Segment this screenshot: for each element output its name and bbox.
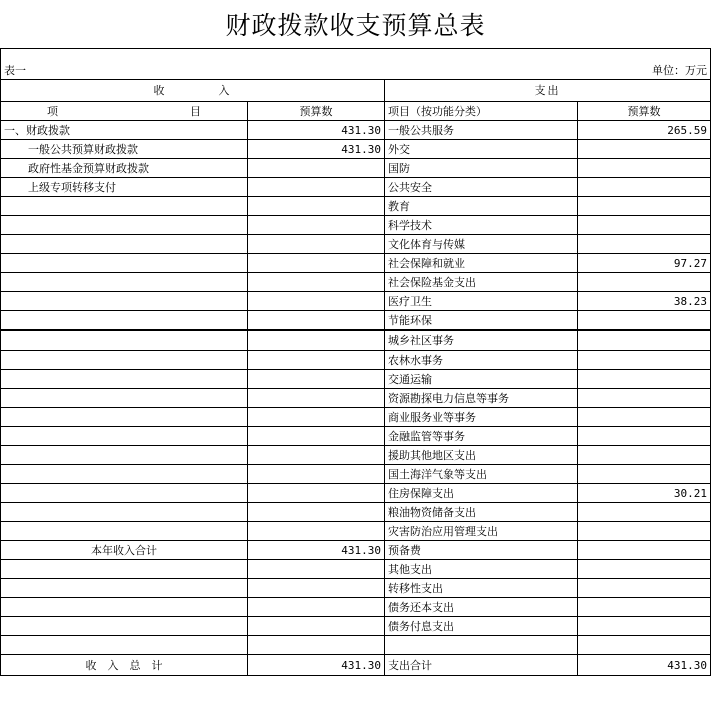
- expense-item-cell: 住房保障支出: [385, 484, 578, 503]
- income-budget-cell: [248, 408, 385, 427]
- income-item-cell: 一般公共预算财政拨款: [1, 140, 248, 159]
- expense-item-cell: 债务还本支出: [385, 598, 578, 617]
- income-budget-cell: [248, 273, 385, 292]
- income-item-cell: [1, 560, 248, 579]
- income-item-cell: [1, 522, 248, 541]
- expense-budget-cell: [578, 159, 711, 178]
- income-budget-header: 预算数: [248, 102, 385, 121]
- unit-label: 单位：万元: [248, 49, 711, 80]
- income-item-cell: [1, 235, 248, 254]
- expense-budget-cell: [578, 560, 711, 579]
- table-row: [1, 370, 711, 389]
- income-budget-cell: [248, 311, 385, 331]
- table-row: [1, 389, 711, 408]
- expense-item-cell: 援助其他地区支出: [385, 446, 578, 465]
- budget-table: [0, 49, 711, 676]
- column-header-row: [1, 102, 711, 121]
- expense-item-cell: 支出合计: [385, 655, 578, 676]
- table-row: [1, 446, 711, 465]
- income-item-cell: [1, 484, 248, 503]
- table-row: [1, 178, 711, 197]
- income-budget-cell: [248, 446, 385, 465]
- expense-budget-cell: 97.27: [578, 254, 711, 273]
- table-row: [1, 465, 711, 484]
- table-row: [1, 408, 711, 427]
- expense-item-cell: 预备费: [385, 541, 578, 560]
- expense-item-cell: 科学技术: [385, 216, 578, 235]
- expense-item-cell: 转移性支出: [385, 579, 578, 598]
- income-section-header: 收 入: [1, 80, 385, 102]
- income-item-cell: [1, 427, 248, 446]
- expense-budget-cell: [578, 427, 711, 446]
- income-budget-cell: [248, 292, 385, 311]
- income-budget-cell: [248, 484, 385, 503]
- income-budget-cell: 431.30: [248, 655, 385, 676]
- expense-item-cell: 农林水事务: [385, 351, 578, 370]
- expense-budget-cell: [578, 273, 711, 292]
- income-item-cell: [1, 292, 248, 311]
- table-row: [1, 560, 711, 579]
- table-row: [1, 254, 711, 273]
- expense-item-cell: [385, 636, 578, 655]
- income-item-cell: [1, 503, 248, 522]
- income-item-header: 项 目: [1, 102, 248, 121]
- expense-item-cell: 国防: [385, 159, 578, 178]
- income-item-cell: [1, 465, 248, 484]
- expense-item-cell: 外交: [385, 140, 578, 159]
- expense-item-cell: 其他支出: [385, 560, 578, 579]
- expense-budget-cell: 38.23: [578, 292, 711, 311]
- expense-budget-cell: [578, 503, 711, 522]
- income-item-cell: [1, 579, 248, 598]
- expense-item-cell: 医疗卫生: [385, 292, 578, 311]
- income-budget-cell: 431.30: [248, 541, 385, 560]
- table-row: [1, 273, 711, 292]
- income-budget-cell: [248, 235, 385, 254]
- table-row: [1, 598, 711, 617]
- table-row: [1, 541, 711, 560]
- income-budget-cell: [248, 636, 385, 655]
- expense-budget-cell: [578, 140, 711, 159]
- expense-budget-cell: [578, 636, 711, 655]
- expense-budget-cell: [578, 351, 711, 370]
- income-item-cell: [1, 389, 248, 408]
- expense-item-cell: 国土海洋气象等支出: [385, 465, 578, 484]
- expense-item-cell: 一般公共服务: [385, 121, 578, 140]
- expense-budget-cell: [578, 197, 711, 216]
- income-item-cell: [1, 273, 248, 292]
- income-item-cell: [1, 254, 248, 273]
- income-item-cell: [1, 617, 248, 636]
- income-item-cell: [1, 197, 248, 216]
- income-budget-cell: [248, 330, 385, 351]
- expense-budget-cell: 30.21: [578, 484, 711, 503]
- income-budget-cell: [248, 465, 385, 484]
- table-row: [1, 121, 711, 140]
- income-budget-cell: 431.30: [248, 121, 385, 140]
- expense-item-cell: 金融监管等事务: [385, 427, 578, 446]
- table-row: [1, 292, 711, 311]
- income-budget-cell: [248, 178, 385, 197]
- expense-budget-cell: [578, 408, 711, 427]
- table-row: [1, 311, 711, 331]
- income-item-cell: [1, 330, 248, 351]
- expense-item-cell: 商业服务业等事务: [385, 408, 578, 427]
- unit-row: [1, 49, 711, 80]
- income-item-cell: [1, 598, 248, 617]
- table-row: [1, 522, 711, 541]
- income-budget-cell: [248, 427, 385, 446]
- page-title: 财政拨款收支预算总表: [0, 0, 711, 49]
- expense-section-header: 支出: [385, 80, 711, 102]
- income-item-cell: [1, 216, 248, 235]
- income-budget-cell: [248, 197, 385, 216]
- expense-item-cell: 灾害防治应用管理支出: [385, 522, 578, 541]
- expense-budget-cell: 265.59: [578, 121, 711, 140]
- expense-item-cell: 教育: [385, 197, 578, 216]
- income-item-cell: 一、财政拨款: [1, 121, 248, 140]
- expense-item-cell: 社会保险基金支出: [385, 273, 578, 292]
- table-row: [1, 484, 711, 503]
- expense-budget-cell: [578, 541, 711, 560]
- income-item-cell: [1, 311, 248, 331]
- expense-item-cell: 文化体育与传媒: [385, 235, 578, 254]
- table-row: [1, 579, 711, 598]
- expense-budget-cell: 431.30: [578, 655, 711, 676]
- expense-item-cell: 交通运输: [385, 370, 578, 389]
- income-item-cell: [1, 370, 248, 389]
- expense-budget-cell: [578, 598, 711, 617]
- table-row: [1, 197, 711, 216]
- income-budget-cell: [248, 370, 385, 389]
- expense-budget-cell: [578, 465, 711, 484]
- income-budget-cell: [248, 389, 385, 408]
- expense-budget-cell: [578, 446, 711, 465]
- table-row: [1, 330, 711, 351]
- expense-item-cell: 资源勘探电力信息等事务: [385, 389, 578, 408]
- expense-budget-cell: [578, 389, 711, 408]
- table-row: [1, 427, 711, 446]
- table-row: [1, 216, 711, 235]
- table-row: [1, 140, 711, 159]
- expense-budget-cell: [578, 178, 711, 197]
- income-budget-cell: [248, 216, 385, 235]
- income-budget-cell: [248, 522, 385, 541]
- income-item-cell: [1, 408, 248, 427]
- expense-budget-cell: [578, 235, 711, 254]
- income-budget-cell: [248, 254, 385, 273]
- expense-budget-cell: [578, 216, 711, 235]
- expense-budget-cell: [578, 330, 711, 351]
- income-item-cell: 政府性基金预算财政拨款: [1, 159, 248, 178]
- income-item-cell: [1, 351, 248, 370]
- expense-item-cell: 公共安全: [385, 178, 578, 197]
- table-row: [1, 235, 711, 254]
- expense-item-cell: 粮油物资储备支出: [385, 503, 578, 522]
- income-budget-cell: [248, 351, 385, 370]
- income-item-cell: 本年收入合计: [1, 541, 248, 560]
- income-budget-cell: [248, 159, 385, 178]
- table-number: 表一: [1, 49, 248, 80]
- expense-budget-cell: [578, 522, 711, 541]
- expense-budget-cell: [578, 370, 711, 389]
- income-budget-cell: [248, 503, 385, 522]
- income-item-cell: [1, 636, 248, 655]
- expense-budget-cell: [578, 579, 711, 598]
- table-row: [1, 636, 711, 655]
- expense-item-cell: 城乡社区事务: [385, 330, 578, 351]
- income-budget-cell: 431.30: [248, 140, 385, 159]
- income-budget-cell: [248, 617, 385, 636]
- table-row: [1, 503, 711, 522]
- expense-item-header: 项目（按功能分类）: [385, 102, 578, 121]
- income-item-cell: 收 入 总 计: [1, 655, 248, 676]
- expense-budget-cell: [578, 311, 711, 331]
- expense-budget-cell: [578, 617, 711, 636]
- expense-item-cell: 债务付息支出: [385, 617, 578, 636]
- section-header-row: [1, 80, 711, 102]
- income-item-cell: [1, 446, 248, 465]
- table-row: [1, 655, 711, 676]
- table-row: [1, 617, 711, 636]
- table-row: [1, 159, 711, 178]
- income-budget-cell: [248, 560, 385, 579]
- expense-item-cell: 节能环保: [385, 311, 578, 331]
- income-budget-cell: [248, 598, 385, 617]
- expense-item-cell: 社会保障和就业: [385, 254, 578, 273]
- income-item-cell: 上级专项转移支付: [1, 178, 248, 197]
- expense-budget-header: 预算数: [578, 102, 711, 121]
- table-row: [1, 351, 711, 370]
- income-budget-cell: [248, 579, 385, 598]
